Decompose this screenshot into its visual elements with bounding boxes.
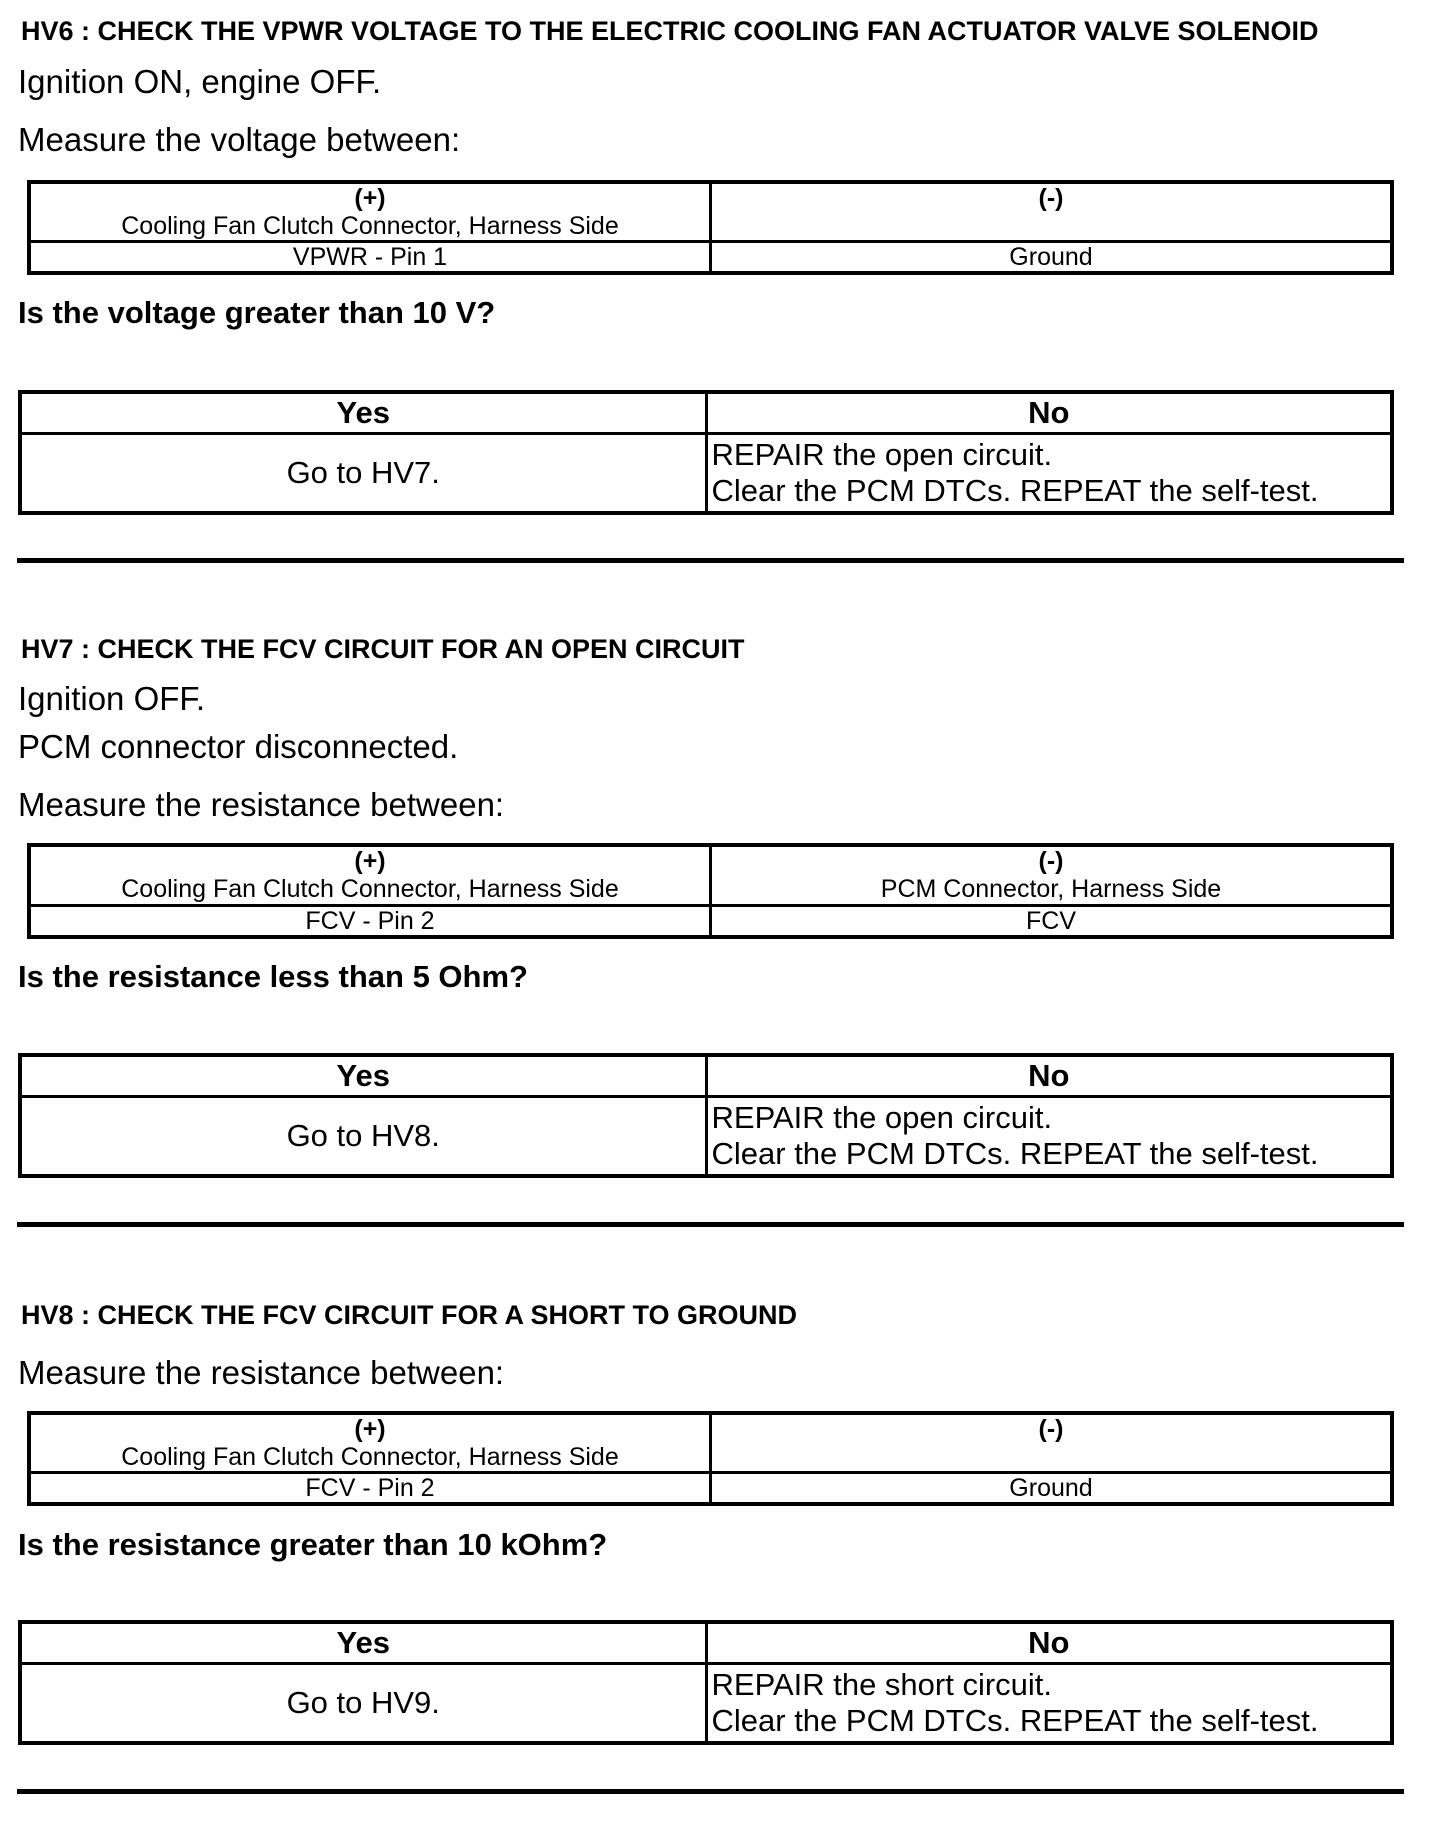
no-header: No (706, 392, 1392, 434)
no-header: No (706, 1622, 1392, 1664)
negative-probe-cell (711, 845, 1393, 905)
negative-pin-cell: Ground (711, 1473, 1393, 1505)
positive-probe-cell (29, 182, 711, 242)
negative-sign: (-) (1038, 184, 1064, 212)
no-action-line: REPAIR the open circuit. (711, 1100, 1053, 1135)
positive-pin-cell: FCV - Pin 2 (29, 905, 711, 937)
result-table-hv7 (18, 1053, 1394, 1178)
positive-sign: (+) (354, 1415, 386, 1443)
no-action-cell (706, 434, 1392, 514)
negative-pin-cell: Ground (711, 242, 1393, 274)
yes-action: Go to HV7. (20, 434, 706, 514)
negative-probe-cell (711, 1413, 1393, 1473)
yes-action: Go to HV8. (20, 1097, 706, 1177)
instruction-line: Measure the resistance between: (18, 786, 505, 823)
measurement-table-hv8 (27, 1411, 1394, 1506)
instruction-line: Ignition OFF. (18, 680, 206, 717)
positive-pin-cell: FCV - Pin 2 (29, 1473, 711, 1505)
no-action-line: REPAIR the short circuit. (711, 1667, 1053, 1702)
positive-connector-label: Cooling Fan Clutch Connector, Harness Side (121, 1443, 619, 1471)
instruction-line: Ignition ON, engine OFF. (18, 63, 382, 100)
step-title-hv8: HV8 : CHECK THE FCV CIRCUIT FOR A SHORT TO GROUND (21, 1300, 798, 1330)
negative-probe-cell (711, 182, 1393, 242)
measurement-table-hv7 (27, 843, 1394, 939)
step-title-hv7: HV7 : CHECK THE FCV CIRCUIT FOR AN OPEN CIRCUIT (21, 634, 745, 664)
no-header: No (706, 1055, 1392, 1097)
positive-probe-cell (29, 1413, 711, 1473)
negative-sign: (-) (1038, 847, 1064, 875)
no-action-line: Clear the PCM DTCs. REPEAT the self-test. (711, 1136, 1319, 1171)
question-hv6: Is the voltage greater than 10 V? (18, 295, 496, 330)
question-hv8: Is the resistance greater than 10 kOhm? (18, 1527, 608, 1562)
instruction-line: PCM connector disconnected. (18, 728, 459, 765)
section-divider (17, 1222, 1404, 1227)
measurement-table-hv6 (27, 180, 1394, 275)
positive-connector-label: Cooling Fan Clutch Connector, Harness Side (121, 212, 619, 240)
result-table-hv8 (18, 1620, 1394, 1745)
yes-header: Yes (20, 1622, 706, 1664)
positive-connector-label: Cooling Fan Clutch Connector, Harness Side (121, 875, 619, 903)
positive-sign: (+) (354, 847, 386, 875)
positive-probe-cell (29, 845, 711, 905)
question-hv7: Is the resistance less than 5 Ohm? (18, 959, 528, 994)
step-title-hv6: HV6 : CHECK THE VPWR VOLTAGE TO THE ELECTRIC COOLING FAN ACTUATOR VALVE SOLENOID (21, 16, 1319, 46)
no-action-line: Clear the PCM DTCs. REPEAT the self-test. (711, 473, 1319, 508)
section-divider (17, 1789, 1404, 1794)
instruction-line: Measure the resistance between: (18, 1354, 505, 1391)
instruction-line: Measure the voltage between: (18, 121, 461, 158)
negative-sign: (-) (1038, 1415, 1064, 1443)
positive-sign: (+) (354, 184, 386, 212)
yes-action: Go to HV9. (20, 1664, 706, 1744)
yes-header: Yes (20, 1055, 706, 1097)
no-action-line: Clear the PCM DTCs. REPEAT the self-test. (711, 1703, 1319, 1738)
negative-connector-label: PCM Connector, Harness Side (880, 875, 1222, 903)
positive-pin-cell: VPWR - Pin 1 (29, 242, 711, 274)
no-action-cell (706, 1097, 1392, 1177)
no-action-line: REPAIR the open circuit. (711, 437, 1053, 472)
negative-pin-cell: FCV (711, 905, 1393, 937)
no-action-cell (706, 1664, 1392, 1744)
section-divider (17, 558, 1404, 563)
result-table-hv6 (18, 390, 1394, 515)
yes-header: Yes (20, 392, 706, 434)
